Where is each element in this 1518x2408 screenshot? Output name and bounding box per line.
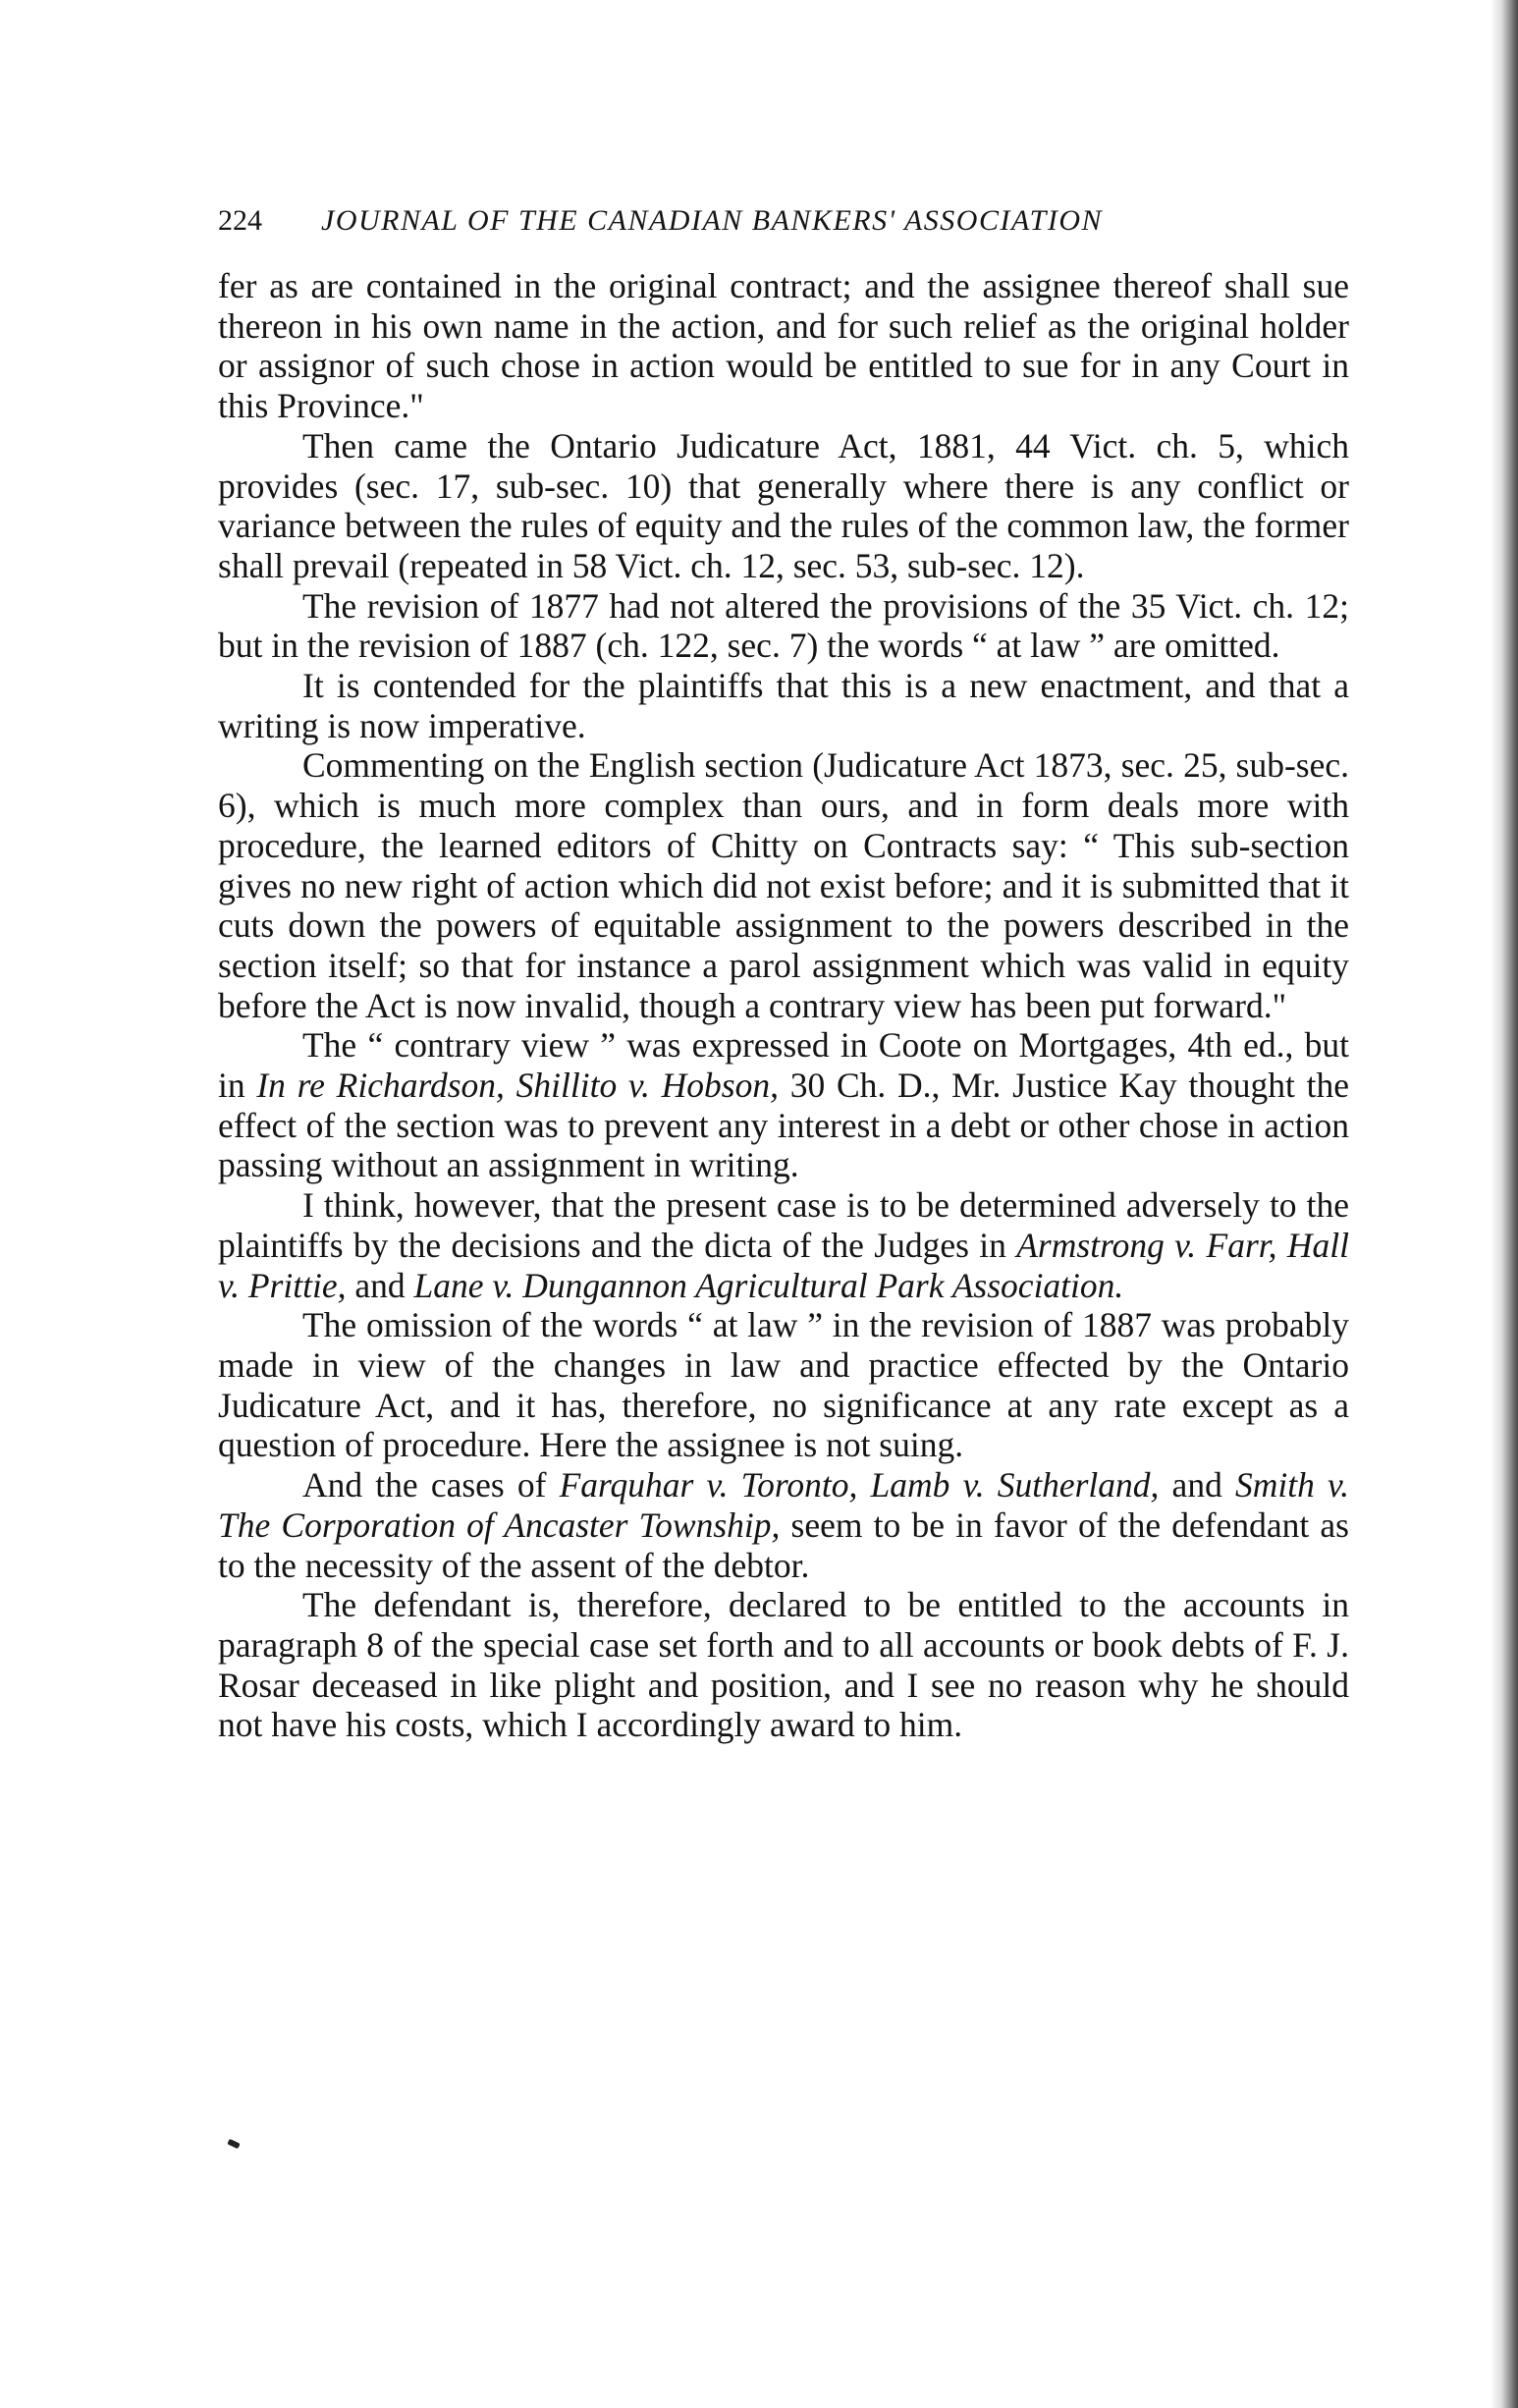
case-citation: Lane v. Dungannon Agricultural Park Association. [413, 1265, 1124, 1305]
paragraph-text: seem to be in favor of the defendant as to the necessity of the assent of the debtor. [218, 1505, 1349, 1585]
paragraph-text: 30 Ch. D., Mr. Justice Kay thought the effect of the section was to prevent any interest in a debt or other chose in action passing without an assignment in writing. [218, 1066, 1349, 1185]
paragraph-text: fer as are contained in the original contract; and the assignee thereof shall sue thereon in his own name in the action, and for such relief as the original holder or assignor of such chose in action would be entitled to sue for in any Court in this Province." [218, 266, 1349, 426]
stray-ink-mark [227, 2139, 240, 2150]
paragraph-text: And the cases of [302, 1465, 560, 1505]
paragraph-text: The “ contrary view ” was expressed in Coote on Mortgages, 4th ed., but in [218, 1025, 1349, 1106]
paragraph-text: It is contended for the plaintiffs that this is a new enactment, and that a writing is now imperative. [218, 666, 1349, 745]
case-citation: Farquhar v. Toronto, Lamb v. Sutherland, [559, 1465, 1160, 1505]
paragraph [218, 586, 1349, 666]
paragraph [218, 1185, 1349, 1305]
case-citation: Armstrong v. Farr, Hall v. Prittie, [218, 1225, 1349, 1305]
paragraph-text: I think, however, that the present case is to be determined adversely to the plaintiffs by the decisions and the dicta of the Judges in [218, 1185, 1349, 1265]
page-number: 224 [218, 204, 262, 237]
paragraph [218, 426, 1349, 586]
page-edge-shadow [1491, 0, 1518, 2408]
paragraph-text: The revision of 1877 had not altered the provisions of the 35 Vict. ch. 12; but in the revision of 1887 (ch. 122, sec. 7) the words “ at law ” are omitted. [218, 585, 1349, 666]
paragraph-text: and [346, 1265, 414, 1305]
paragraph [218, 666, 1349, 745]
case-citation: Smith v. The Corporation of Ancaster Township, [218, 1465, 1349, 1545]
running-header [218, 196, 1347, 246]
journal-title: JOURNAL OF THE CANADIAN BANKERS' ASSOCIATION [321, 204, 1104, 237]
paragraph-text: The defendant is, therefore, declared to be entitled to the accounts in paragraph 8 of the special case set forth and to all accounts or book debts of F. J. Rosar deceased in like plight and position, and I see no reason why he should not have his costs, which I accordingly award to him. [218, 1585, 1349, 1745]
paragraph-text: Commenting on the English section (Judicature Act 1873, sec. 25, sub-sec. 6), which is much more complex than ours, and in form deals more with procedure, the learned editors of Chitty on Contracts say: “ This sub-section gives no new right of action which did not exist before; and it is submitted that it cuts down the powers of equitable assignment to the powers described in the section itself; so that for instance a parol assignment which was valid in equity before the Act is now invalid, though a contrary view has been put forward." [218, 745, 1349, 1025]
body-text [218, 266, 1349, 1745]
paragraph [218, 266, 1349, 426]
paragraph-text: Then came the Ontario Judicature Act, 1881, 44 Vict. ch. 5, which provides (sec. 17, sub-sec. 10) that generally where there is any conflict or variance between the rules of equity and the rules of the common law, the former shall prevail (repeated in 58 Vict. ch. 12, sec. 53, sub-sec. 12). [218, 425, 1349, 585]
paragraph [218, 1465, 1349, 1585]
paragraph [218, 745, 1349, 1025]
paragraph-text: The omission of the words “ at law ” in the revision of 1887 was probably made in view of the changes in law and practice effected by the Ontario Judicature Act, and it has, therefore, no significance at any rate except as a question of procedure. Here the assignee is not suing. [218, 1305, 1349, 1465]
paragraph [218, 1025, 1349, 1185]
paragraph [218, 1585, 1349, 1745]
paragraph-text: and [1159, 1465, 1235, 1505]
paragraph [218, 1305, 1349, 1465]
case-citation: In re Richardson, Shillito v. Hobson, [256, 1066, 779, 1106]
